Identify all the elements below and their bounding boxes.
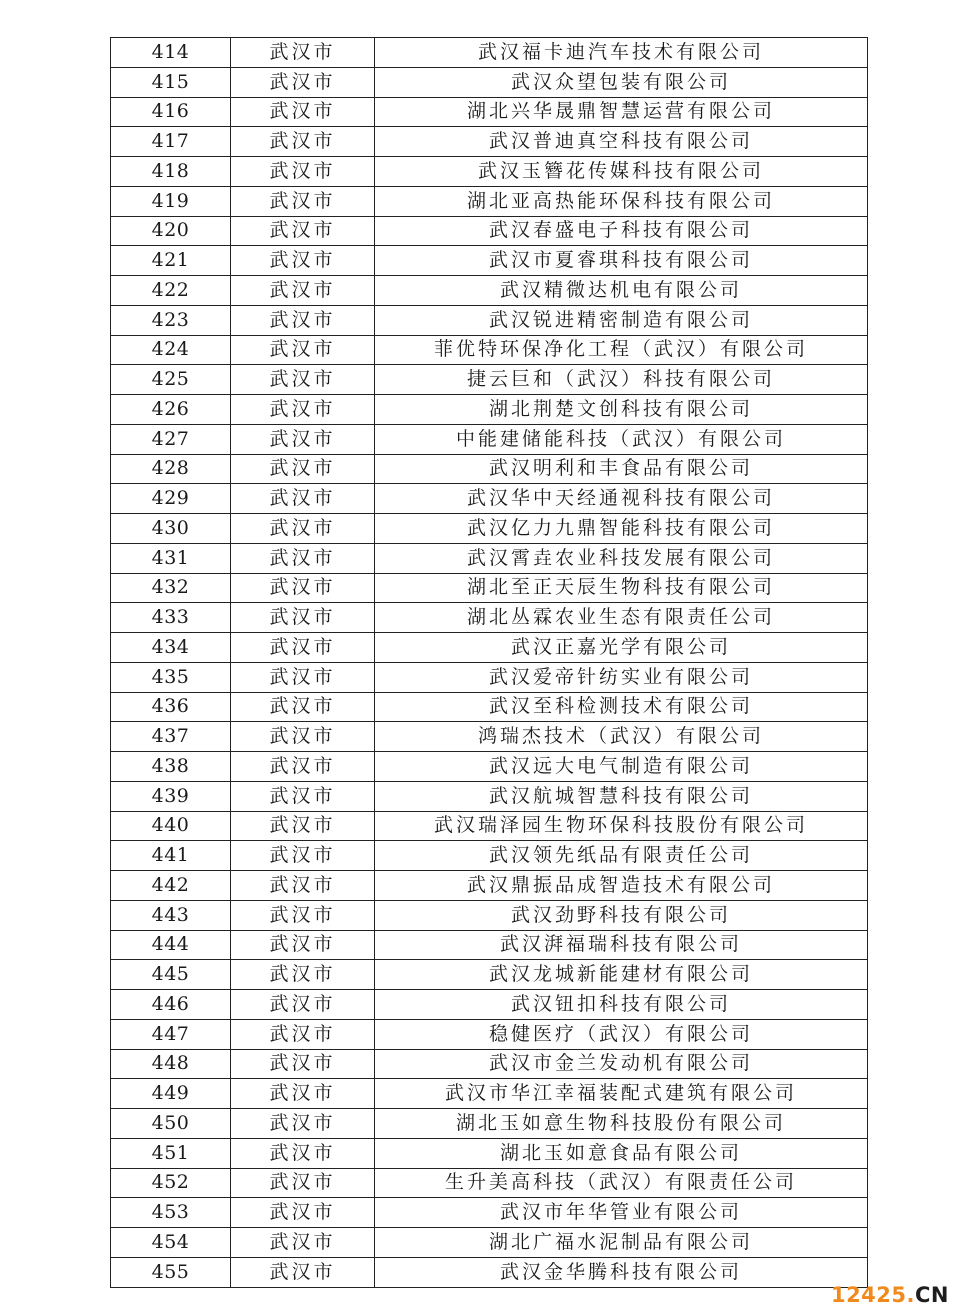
row-number-cell: 447 bbox=[111, 1019, 231, 1049]
company-name-cell: 湖北丛霖农业生态有限责任公司 bbox=[375, 603, 868, 633]
site-watermark bbox=[831, 1280, 949, 1310]
city-cell: 武汉市 bbox=[231, 1019, 375, 1049]
city-cell: 武汉市 bbox=[231, 841, 375, 871]
company-name-cell: 武汉华中天经通视科技有限公司 bbox=[375, 484, 868, 514]
city-cell: 武汉市 bbox=[231, 305, 375, 335]
table-row bbox=[111, 127, 868, 157]
row-number-cell: 455 bbox=[111, 1257, 231, 1287]
city-cell: 武汉市 bbox=[231, 1138, 375, 1168]
table-row bbox=[111, 1228, 868, 1258]
table-row bbox=[111, 603, 868, 633]
company-name-cell: 武汉市夏睿琪科技有限公司 bbox=[375, 246, 868, 276]
city-cell: 武汉市 bbox=[231, 1079, 375, 1109]
company-name-cell: 武汉远大电气制造有限公司 bbox=[375, 752, 868, 782]
company-name-cell: 武汉瑞泽园生物环保科技股份有限公司 bbox=[375, 811, 868, 841]
city-cell: 武汉市 bbox=[231, 811, 375, 841]
city-cell: 武汉市 bbox=[231, 335, 375, 365]
company-name-cell: 湖北玉如意食品有限公司 bbox=[375, 1138, 868, 1168]
row-number-cell: 434 bbox=[111, 633, 231, 663]
row-number-cell: 445 bbox=[111, 960, 231, 990]
row-number-cell: 430 bbox=[111, 514, 231, 544]
table-row bbox=[111, 781, 868, 811]
row-number-cell: 421 bbox=[111, 246, 231, 276]
company-name-cell: 菲优特环保净化工程（武汉）有限公司 bbox=[375, 335, 868, 365]
city-cell: 武汉市 bbox=[231, 216, 375, 246]
row-number-cell: 428 bbox=[111, 454, 231, 484]
table-row bbox=[111, 990, 868, 1020]
row-number-cell: 423 bbox=[111, 305, 231, 335]
company-name-cell: 武汉明利和丰食品有限公司 bbox=[375, 454, 868, 484]
row-number-cell: 425 bbox=[111, 365, 231, 395]
company-name-cell: 武汉普迪真空科技有限公司 bbox=[375, 127, 868, 157]
city-cell: 武汉市 bbox=[231, 246, 375, 276]
city-cell: 武汉市 bbox=[231, 97, 375, 127]
city-cell: 武汉市 bbox=[231, 573, 375, 603]
city-cell: 武汉市 bbox=[231, 1109, 375, 1139]
city-cell: 武汉市 bbox=[231, 1168, 375, 1198]
row-number-cell: 453 bbox=[111, 1198, 231, 1228]
table-row bbox=[111, 841, 868, 871]
company-list-table bbox=[110, 37, 868, 1288]
row-number-cell: 451 bbox=[111, 1138, 231, 1168]
company-name-cell: 鸿瑞杰技术（武汉）有限公司 bbox=[375, 722, 868, 752]
row-number-cell: 446 bbox=[111, 990, 231, 1020]
row-number-cell: 435 bbox=[111, 662, 231, 692]
company-name-cell: 湖北荆楚文创科技有限公司 bbox=[375, 395, 868, 425]
company-name-cell: 湖北亚高热能环保科技有限公司 bbox=[375, 186, 868, 216]
city-cell: 武汉市 bbox=[231, 692, 375, 722]
company-name-cell: 武汉福卡迪汽车技术有限公司 bbox=[375, 38, 868, 68]
table-row bbox=[111, 811, 868, 841]
table-row bbox=[111, 514, 868, 544]
city-cell: 武汉市 bbox=[231, 276, 375, 306]
table-row bbox=[111, 722, 868, 752]
table-row bbox=[111, 871, 868, 901]
company-name-cell: 武汉湃福瑞科技有限公司 bbox=[375, 930, 868, 960]
watermark-number: 12425 bbox=[830, 1283, 907, 1307]
row-number-cell: 414 bbox=[111, 38, 231, 68]
city-cell: 武汉市 bbox=[231, 514, 375, 544]
table-row bbox=[111, 1198, 868, 1228]
table-row bbox=[111, 1019, 868, 1049]
table-row bbox=[111, 1257, 868, 1287]
table-row bbox=[111, 67, 868, 97]
table-row bbox=[111, 305, 868, 335]
city-cell: 武汉市 bbox=[231, 752, 375, 782]
table-row bbox=[111, 752, 868, 782]
company-name-cell: 武汉正嘉光学有限公司 bbox=[375, 633, 868, 663]
company-name-cell: 武汉精微达机电有限公司 bbox=[375, 276, 868, 306]
row-number-cell: 427 bbox=[111, 424, 231, 454]
company-name-cell: 武汉众望包装有限公司 bbox=[375, 67, 868, 97]
city-cell: 武汉市 bbox=[231, 603, 375, 633]
company-name-cell: 捷云巨和（武汉）科技有限公司 bbox=[375, 365, 868, 395]
city-cell: 武汉市 bbox=[231, 365, 375, 395]
company-name-cell: 湖北至正天辰生物科技有限公司 bbox=[375, 573, 868, 603]
city-cell: 武汉市 bbox=[231, 186, 375, 216]
city-cell: 武汉市 bbox=[231, 484, 375, 514]
table-row bbox=[111, 454, 868, 484]
company-name-cell: 武汉至科检测技术有限公司 bbox=[375, 692, 868, 722]
row-number-cell: 433 bbox=[111, 603, 231, 633]
table-row bbox=[111, 276, 868, 306]
table-row bbox=[111, 543, 868, 573]
row-number-cell: 448 bbox=[111, 1049, 231, 1079]
table-row bbox=[111, 365, 868, 395]
row-number-cell: 439 bbox=[111, 781, 231, 811]
row-number-cell: 429 bbox=[111, 484, 231, 514]
row-number-cell: 444 bbox=[111, 930, 231, 960]
company-name-cell: 武汉锐进精密制造有限公司 bbox=[375, 305, 868, 335]
company-name-cell: 武汉鼎振品成智造技术有限公司 bbox=[375, 871, 868, 901]
row-number-cell: 436 bbox=[111, 692, 231, 722]
table-row bbox=[111, 216, 868, 246]
company-name-cell: 武汉市金兰发动机有限公司 bbox=[375, 1049, 868, 1079]
city-cell: 武汉市 bbox=[231, 1049, 375, 1079]
company-name-cell: 湖北玉如意生物科技股份有限公司 bbox=[375, 1109, 868, 1139]
table-row bbox=[111, 692, 868, 722]
table-row bbox=[111, 633, 868, 663]
table-row bbox=[111, 335, 868, 365]
table-row bbox=[111, 395, 868, 425]
row-number-cell: 441 bbox=[111, 841, 231, 871]
city-cell: 武汉市 bbox=[231, 871, 375, 901]
city-cell: 武汉市 bbox=[231, 722, 375, 752]
company-name-cell: 湖北广福水泥制品有限公司 bbox=[375, 1228, 868, 1258]
table-row bbox=[111, 1109, 868, 1139]
table-row bbox=[111, 900, 868, 930]
row-number-cell: 438 bbox=[111, 752, 231, 782]
table-row bbox=[111, 930, 868, 960]
row-number-cell: 426 bbox=[111, 395, 231, 425]
table-row bbox=[111, 960, 868, 990]
city-cell: 武汉市 bbox=[231, 454, 375, 484]
city-cell: 武汉市 bbox=[231, 1257, 375, 1287]
company-name-cell: 武汉金华腾科技有限公司 bbox=[375, 1257, 868, 1287]
table-row bbox=[111, 662, 868, 692]
company-name-cell: 稳健医疗（武汉）有限公司 bbox=[375, 1019, 868, 1049]
table-row bbox=[111, 186, 868, 216]
city-cell: 武汉市 bbox=[231, 543, 375, 573]
table-row bbox=[111, 1049, 868, 1079]
table-row bbox=[111, 97, 868, 127]
company-name-cell: 武汉市年华管业有限公司 bbox=[375, 1198, 868, 1228]
city-cell: 武汉市 bbox=[231, 633, 375, 663]
city-cell: 武汉市 bbox=[231, 990, 375, 1020]
company-name-cell: 武汉春盛电子科技有限公司 bbox=[375, 216, 868, 246]
row-number-cell: 415 bbox=[111, 67, 231, 97]
city-cell: 武汉市 bbox=[231, 38, 375, 68]
company-name-cell: 生升美高科技（武汉）有限责任公司 bbox=[375, 1168, 868, 1198]
company-name-cell: 武汉玉簪花传媒科技有限公司 bbox=[375, 157, 868, 187]
city-cell: 武汉市 bbox=[231, 960, 375, 990]
city-cell: 武汉市 bbox=[231, 157, 375, 187]
row-number-cell: 420 bbox=[111, 216, 231, 246]
row-number-cell: 443 bbox=[111, 900, 231, 930]
city-cell: 武汉市 bbox=[231, 1198, 375, 1228]
row-number-cell: 440 bbox=[111, 811, 231, 841]
city-cell: 武汉市 bbox=[231, 395, 375, 425]
row-number-cell: 431 bbox=[111, 543, 231, 573]
table-row bbox=[111, 157, 868, 187]
city-cell: 武汉市 bbox=[231, 67, 375, 97]
company-name-cell: 中能建储能科技（武汉）有限公司 bbox=[375, 424, 868, 454]
city-cell: 武汉市 bbox=[231, 900, 375, 930]
row-number-cell: 452 bbox=[111, 1168, 231, 1198]
row-number-cell: 417 bbox=[111, 127, 231, 157]
company-name-cell: 武汉航城智慧科技有限公司 bbox=[375, 781, 868, 811]
table-row bbox=[111, 1138, 868, 1168]
company-name-cell: 武汉劲野科技有限公司 bbox=[375, 900, 868, 930]
row-number-cell: 449 bbox=[111, 1079, 231, 1109]
row-number-cell: 442 bbox=[111, 871, 231, 901]
company-name-cell: 武汉爱帝针纺实业有限公司 bbox=[375, 662, 868, 692]
company-name-cell: 武汉龙城新能建材有限公司 bbox=[375, 960, 868, 990]
row-number-cell: 416 bbox=[111, 97, 231, 127]
table-row bbox=[111, 484, 868, 514]
table-row bbox=[111, 1079, 868, 1109]
table-row bbox=[111, 38, 868, 68]
company-name-cell: 武汉霄垚农业科技发展有限公司 bbox=[375, 543, 868, 573]
row-number-cell: 432 bbox=[111, 573, 231, 603]
row-number-cell: 418 bbox=[111, 157, 231, 187]
table-body bbox=[111, 38, 868, 1288]
company-name-cell: 武汉钮扣科技有限公司 bbox=[375, 990, 868, 1020]
city-cell: 武汉市 bbox=[231, 127, 375, 157]
company-name-cell: 武汉领先纸品有限责任公司 bbox=[375, 841, 868, 871]
city-cell: 武汉市 bbox=[231, 424, 375, 454]
city-cell: 武汉市 bbox=[231, 781, 375, 811]
company-name-cell: 武汉亿力九鼎智能科技有限公司 bbox=[375, 514, 868, 544]
company-name-cell: 武汉市华江幸福装配式建筑有限公司 bbox=[375, 1079, 868, 1109]
row-number-cell: 437 bbox=[111, 722, 231, 752]
table-row bbox=[111, 246, 868, 276]
row-number-cell: 450 bbox=[111, 1109, 231, 1139]
table-row bbox=[111, 573, 868, 603]
row-number-cell: 454 bbox=[111, 1228, 231, 1258]
company-name-cell: 湖北兴华晟鼎智慧运营有限公司 bbox=[375, 97, 868, 127]
city-cell: 武汉市 bbox=[231, 930, 375, 960]
table-row bbox=[111, 1168, 868, 1198]
row-number-cell: 419 bbox=[111, 186, 231, 216]
city-cell: 武汉市 bbox=[231, 662, 375, 692]
row-number-cell: 424 bbox=[111, 335, 231, 365]
row-number-cell: 422 bbox=[111, 276, 231, 306]
watermark-suffix: CN bbox=[915, 1283, 949, 1307]
table-row bbox=[111, 424, 868, 454]
watermark-dot: . bbox=[906, 1283, 915, 1307]
city-cell: 武汉市 bbox=[231, 1228, 375, 1258]
